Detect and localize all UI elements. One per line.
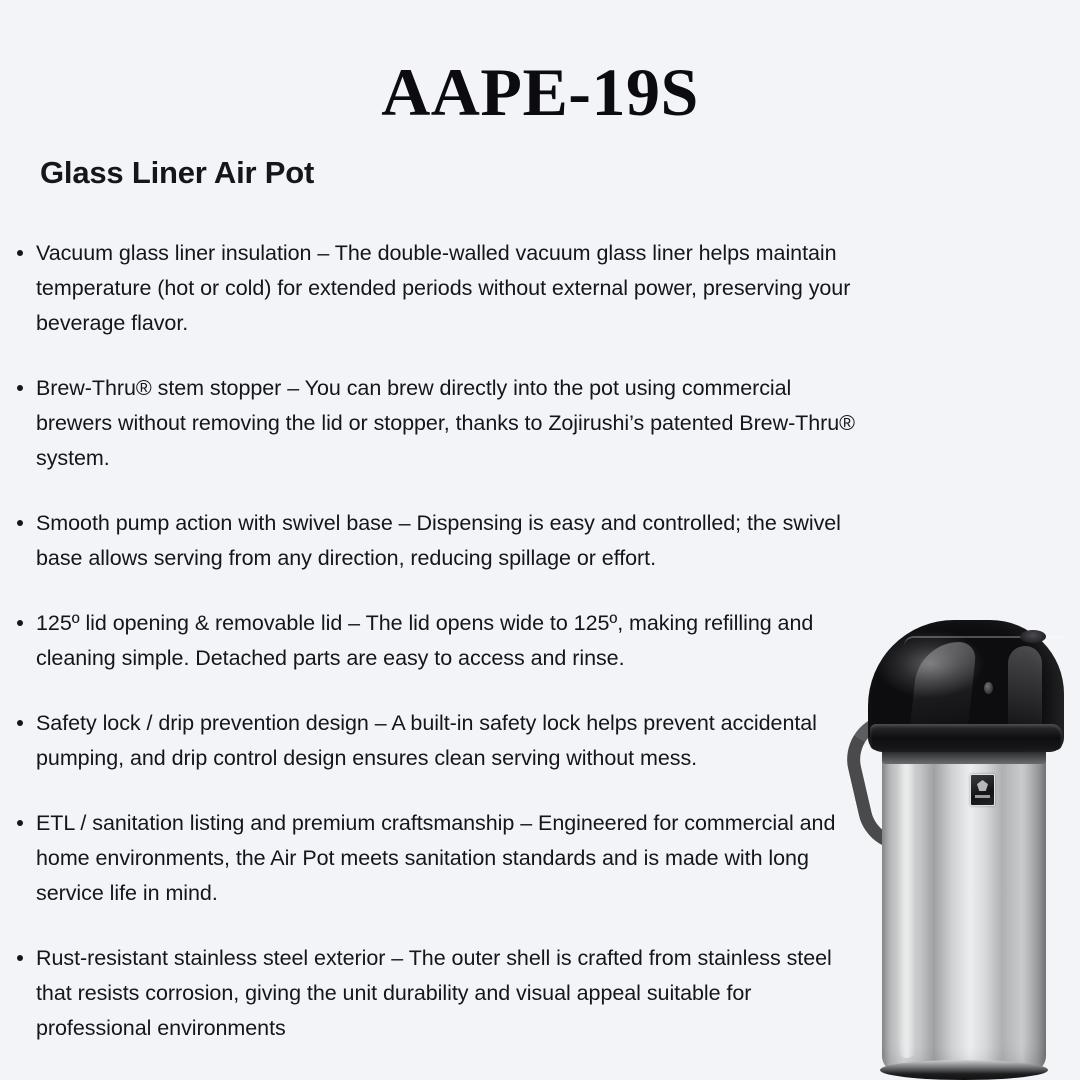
feature-text: Smooth pump action with swivel base – Dispensing is easy and controlled; the swivel base allows serving from any direction, reducing spillage or effort.	[36, 511, 841, 570]
feature-item-lid-opening-removable-lid	[14, 606, 870, 676]
pot-shoulder	[882, 740, 1046, 764]
pot-stainless-body	[882, 750, 1046, 1072]
bullet-icon	[17, 620, 23, 626]
pot-lid-vent-icon	[984, 682, 993, 694]
bullet-icon	[17, 955, 23, 961]
bullet-icon	[17, 520, 23, 526]
feature-text: ETL / sanitation listing and premium craftsmanship – Engineered for commercial and home environments, the Air Pot meets sanitation standards and is made with long service life in mind.	[36, 811, 836, 905]
bullet-icon	[17, 385, 23, 391]
brand-logo-icon	[977, 780, 988, 791]
feature-text: Safety lock / drip prevention design – A built-in safety lock helps prevent accidental pumping, and drip control design ensures clean serving without mess.	[36, 711, 817, 770]
feature-list	[14, 236, 870, 1046]
bullet-icon	[17, 820, 23, 826]
brand-wordmark-icon	[975, 795, 990, 798]
pot-body-highlight	[898, 762, 916, 1058]
bullet-icon	[17, 250, 23, 256]
pot-pump-button-icon	[1020, 630, 1046, 643]
feature-item-vacuum-glass-liner-insulation	[14, 236, 870, 341]
pot-lid-highlight-right	[1008, 646, 1042, 732]
bullet-icon	[17, 720, 23, 726]
feature-text: Vacuum glass liner insulation – The double-walled vacuum glass liner helps maintain temperature (hot or cold) for extended periods without external power, preserving your beverage flavor.	[36, 241, 851, 335]
feature-text: 125º lid opening & removable lid – The lid opens wide to 125º, making refilling and cleaning simple. Detached parts are easy to access and rinse.	[36, 611, 814, 670]
pot-lid-rim	[870, 724, 1062, 750]
feature-item-safety-lock-drip-prevention	[14, 706, 870, 776]
product-subtitle: Glass Liner Air Pot	[40, 155, 315, 190]
feature-item-etl-sanitation-listing	[14, 806, 870, 911]
feature-item-brew-thru-stem-stopper	[14, 371, 870, 476]
product-image-airpot	[846, 612, 1080, 1080]
feature-text: Rust-resistant stainless steel exterior – The outer shell is crafted from stainless steel that resists corrosion, giving the unit durability and visual appeal suitable for professional environments	[36, 946, 832, 1040]
feature-item-rust-resistant-stainless-exterior	[14, 941, 870, 1046]
pot-lid-seam	[904, 636, 1070, 646]
page-title: AAPE-19S	[381, 54, 699, 130]
pot-lid-highlight-left	[909, 642, 977, 738]
feature-text: Brew-Thru® stem stopper – You can brew directly into the pot using commercial brewers without removing the lid or stopper, thanks to Zojirushi’s patented Brew-Thru® system.	[36, 376, 855, 470]
pot-handle-joint-icon	[918, 697, 983, 737]
feature-item-smooth-pump-action-swivel-base	[14, 506, 870, 576]
pot-base-ring	[880, 1060, 1048, 1080]
pot-lid	[868, 620, 1064, 752]
pot-brand-badge	[970, 774, 995, 806]
